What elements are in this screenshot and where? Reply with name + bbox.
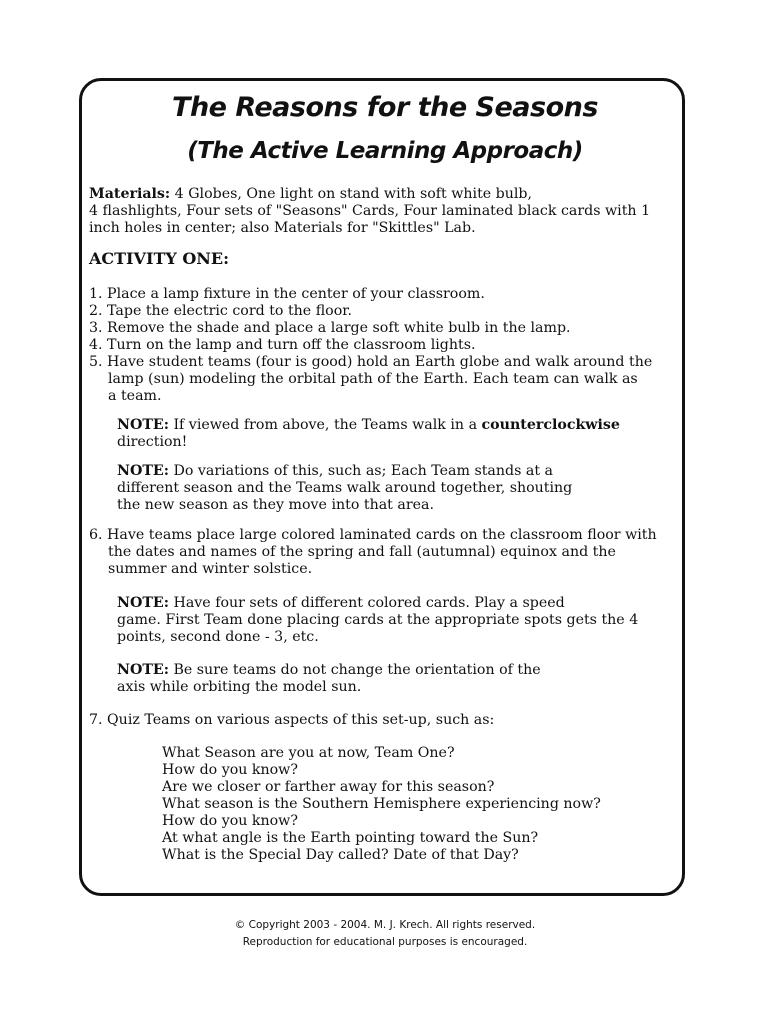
note-label: NOTE: — [117, 417, 169, 433]
quiz-question: What Season are you at now, Team One? — [162, 745, 455, 761]
step-line: a team. — [108, 388, 162, 404]
step-6-line-2: the dates and names of the spring and fall (autumnal) equinox and the — [108, 544, 616, 560]
note-1-line-2: direction! — [117, 434, 188, 450]
page-title: The Reasons for the Seasons — [172, 92, 598, 123]
materials-line-1: Materials: 4 Globes, One light on stand with soft white bulb, — [89, 186, 533, 202]
step-line: 3. Remove the shade and place a large soft white bulb in the lamp. — [89, 320, 571, 336]
quiz-question: What season is the Southern Hemisphere experiencing now? — [162, 796, 601, 812]
page-subtitle: (The Active Learning Approach) — [187, 138, 583, 164]
quiz-question: What is the Special Day called? Date of that Day? — [162, 847, 519, 863]
step-line: 1. Place a lamp fixture in the center of your classroom. — [89, 286, 485, 302]
note-2-line-3: the new season as they move into that area. — [117, 497, 435, 513]
quiz-question: How do you know? — [162, 813, 298, 829]
materials-line-2: 4 flashlights, Four sets of "Seasons" Cards, Four laminated black cards with 1 — [89, 203, 651, 219]
step-6-line-3: summer and winter solstice. — [108, 561, 313, 577]
note-label: NOTE: — [117, 662, 169, 678]
step-6-line-1: 6. Have teams place large colored laminated cards on the classroom floor with — [89, 527, 657, 543]
note-1-line-1: NOTE: If viewed from above, the Teams walk in a counterclockwise — [117, 417, 620, 433]
reproduction-notice: Reproduction for educational purposes is encouraged. — [242, 936, 528, 948]
note-3-line-2: game. First Team done placing cards at the appropriate spots gets the 4 — [117, 612, 639, 628]
note-4-line-2: axis while orbiting the model sun. — [117, 679, 362, 695]
note-3-line-1: NOTE: Have four sets of different colored cards. Play a speed — [117, 595, 565, 611]
copyright-notice: © Copyright 2003 - 2004. M. J. Krech. All rights reserved. — [234, 919, 536, 931]
quiz-question: How do you know? — [162, 762, 298, 778]
step-line: 5. Have student teams (four is good) hold an Earth globe and walk around the — [89, 354, 653, 370]
step-line: 2. Tape the electric cord to the floor. — [89, 303, 352, 319]
note-label: NOTE: — [117, 463, 169, 479]
quiz-question: At what angle is the Earth pointing toward the Sun? — [162, 830, 539, 846]
note-4-line-1: NOTE: Be sure teams do not change the orientation of the — [117, 662, 541, 678]
materials-line-3: inch holes in center; also Materials for "Skittles" Lab. — [89, 220, 476, 236]
note-2-line-1: NOTE: Do variations of this, such as; Each Team stands at a — [117, 463, 554, 479]
note-label: NOTE: — [117, 595, 169, 611]
materials-label: Materials: — [89, 186, 171, 202]
step-line: lamp (sun) modeling the orbital path of the Earth. Each team can walk as — [108, 371, 638, 387]
note-2-line-2: different season and the Teams walk around together, shouting — [117, 480, 573, 496]
activity-heading: ACTIVITY ONE: — [89, 249, 229, 268]
step-line: 4. Turn on the lamp and turn off the classroom lights. — [89, 337, 476, 353]
step-7-line: 7. Quiz Teams on various aspects of this set-up, such as: — [89, 712, 495, 728]
note-3-line-3: points, second done - 3, etc. — [117, 629, 319, 645]
emphasis-counterclockwise: counterclockwise — [481, 417, 620, 433]
quiz-question: Are we closer or farther away for this season? — [162, 779, 495, 795]
